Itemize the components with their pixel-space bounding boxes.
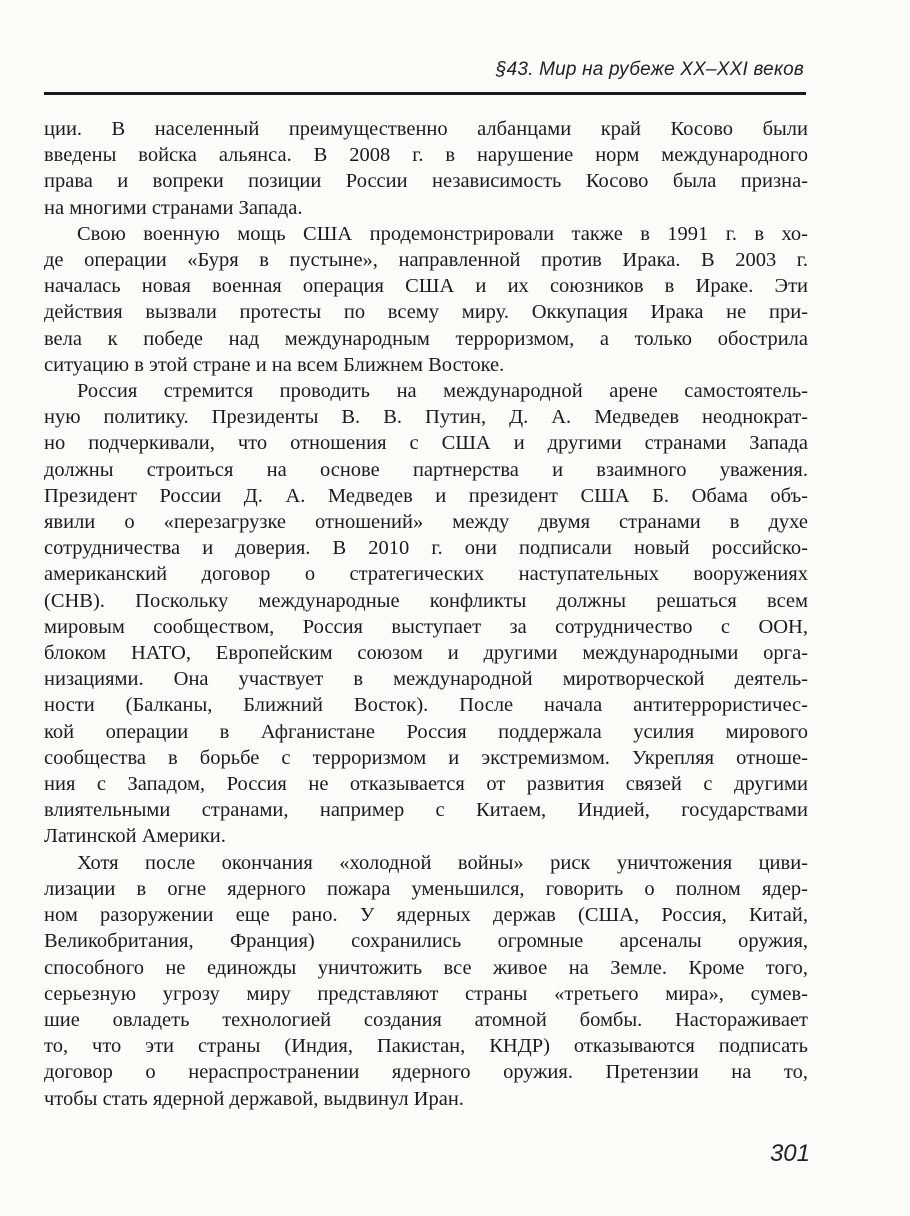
text-line: ции. В населенный преимущественно албанцами край Косово были <box>44 118 808 140</box>
text-line: мировым сообществом, Россия выступает за сотрудничество с ООН, <box>44 615 808 638</box>
text-line: (СНВ). Поскольку международные конфликты должны решаться всем <box>44 589 808 612</box>
text-line: вела к победе над международным терроризмом, а только обострила <box>44 327 808 350</box>
text-line: права и вопреки позиции России независимость Косово была призна- <box>44 170 808 193</box>
body-text <box>44 116 808 1112</box>
text-line: сообщества в борьбе с терроризмом и экстремизмом. Укрепляя отноше- <box>44 746 808 769</box>
text-line: блоком НАТО, Европейским союзом и другими международными орга- <box>44 642 808 665</box>
chapter-title: §43. Мир на рубеже XX–XXI веков <box>495 59 804 80</box>
text-line: способного не единожды уничтожить все живое на Земле. Кроме того, <box>44 956 808 979</box>
text-line: серьезную угрозу миру представляют страны «третьего мира», сумев- <box>44 982 808 1005</box>
text-line: должны строиться на основе партнерства и взаимного уважения. <box>44 458 808 481</box>
text-line: Президент России Д. А. Медведев и президент США Б. Обама объ- <box>44 484 808 507</box>
paragraph <box>44 116 808 221</box>
paragraph <box>44 378 808 850</box>
text-line: влиятельными странами, например с Китаем, Индией, государствами <box>44 799 808 822</box>
text-line: на многими странами Запада. <box>44 196 303 219</box>
text-line: ния с Западом, Россия не отказывается от развития связей с другими <box>44 773 808 796</box>
text-line: низациями. Она участвует в международной миротворческой деятель- <box>44 668 808 691</box>
text-line: то, что эти страны (Индия, Пакистан, КНДР) отказываются подписать <box>44 1035 808 1058</box>
text-line: ном разоружении еще рано. У ядерных держав (США, Россия, Китай, <box>44 904 808 927</box>
text-line: кой операции в Афганистане Россия поддержала усилия мирового <box>44 720 808 743</box>
text-line: ности (Балканы, Ближний Восток). После начала антитеррористичес- <box>44 694 808 717</box>
page-number: 301 <box>769 1140 810 1167</box>
text-line: де операции «Буря в пустыне», направленной против Ирака. В 2003 г. <box>44 249 808 272</box>
text-line: чтобы стать ядерной державой, выдвинул Иран. <box>44 1087 464 1110</box>
text-line: лизации в огне ядерного пожара уменьшился, говорить о полном ядер- <box>44 877 808 900</box>
text-line: договор о нераспространении ядерного оружия. Претензии на то, <box>44 1061 808 1084</box>
text-line: шие овладеть технологией создания атомной бомбы. Настораживает <box>44 1008 808 1031</box>
text-line: ную политику. Президенты В. В. Путин, Д. А. Медведев неоднократ- <box>44 406 808 429</box>
text-line: Великобритания, Франция) сохранились огромные арсеналы оружия, <box>44 930 808 953</box>
text-line: но подчеркивали, что отношения с США и другими странами Запада <box>44 432 808 455</box>
text-line: Латинской Америки. <box>44 825 226 848</box>
text-line: действия вызвали протесты по всему миру. Оккупация Ирака не при- <box>44 301 808 324</box>
text-line: сотрудничества и доверия. В 2010 г. они подписали новый российско- <box>44 537 808 560</box>
header-rule <box>44 92 806 95</box>
text-line: Россия стремится проводить на международной арене самостоятель- <box>77 380 808 403</box>
paragraph <box>44 850 808 1112</box>
text-line: американский договор о стратегических наступательных вооружениях <box>44 563 808 586</box>
text-line: началась новая военная операция США и их союзников в Ираке. Эти <box>44 275 808 298</box>
running-header <box>44 54 804 90</box>
text-line: Хотя после окончания «холодной войны» риск уничтожения циви- <box>77 851 808 874</box>
text-line: ситуацию в этой стране и на всем Ближнем Востоке. <box>44 353 505 376</box>
paragraph <box>44 221 808 378</box>
text-line: введены войска альянса. В 2008 г. в нарушение норм международного <box>44 144 808 167</box>
text-line: Свою военную мощь США продемонстрировали также в 1991 г. в хо- <box>77 222 808 245</box>
text-line: явили о «перезагрузке отношений» между двумя странами в духе <box>44 511 808 534</box>
